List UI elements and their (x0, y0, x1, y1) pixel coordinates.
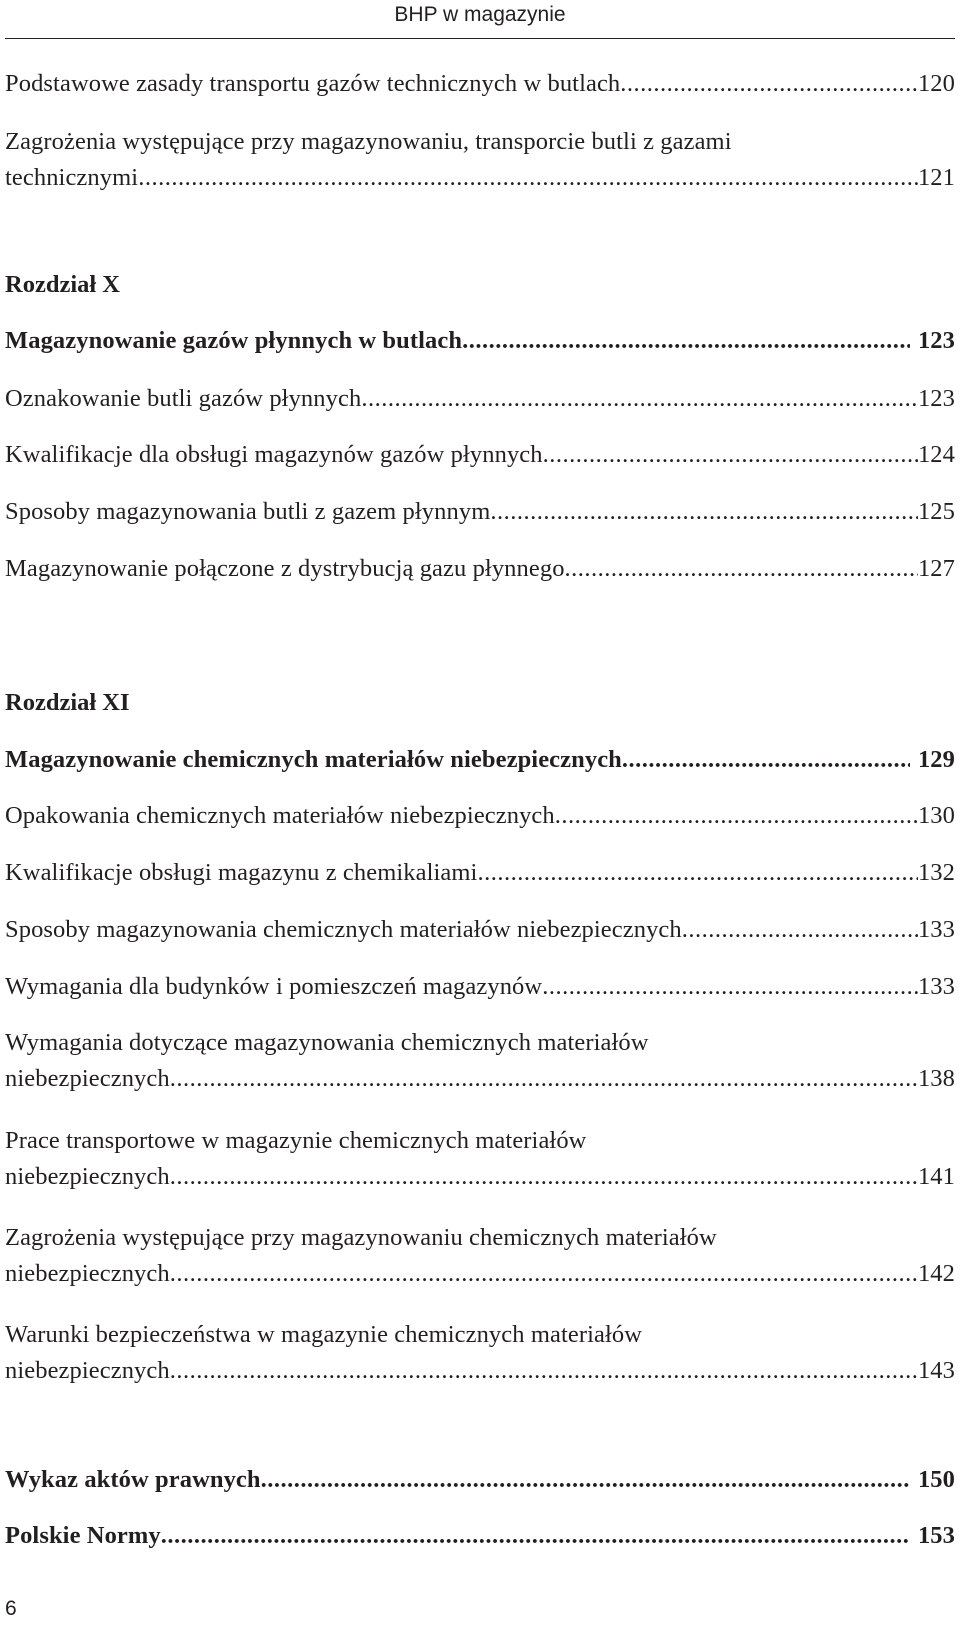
toc-entry[interactable] (5, 551, 955, 587)
dot-leader (620, 66, 918, 102)
dot-leader (555, 798, 918, 834)
dot-leader (477, 855, 917, 891)
toc-entry-title: Sposoby magazynowania chemicznych materiałów niebezpiecznych (5, 916, 682, 943)
toc-entry-title: Magazynowanie połączone z dystrybucją gazu płynnego (5, 555, 565, 582)
dot-leader (170, 1159, 918, 1195)
toc-entry-page: 120 (917, 70, 955, 97)
toc-entry[interactable] (5, 912, 955, 948)
toc-entry-title: Wykaz aktów prawnych (5, 1466, 261, 1493)
dot-leader (170, 1061, 918, 1097)
dot-leader (490, 494, 918, 530)
dot-leader (138, 160, 918, 196)
toc-entry-title-line1: Prace transportowe w magazynie chemicznych materiałów (5, 1127, 587, 1154)
dot-leader (261, 1462, 910, 1498)
toc-entry-page: 143 (917, 1357, 955, 1384)
toc-entry-title-line2: niebezpiecznych (5, 1260, 170, 1287)
toc-entry-title: Kwalifikacje obsługi magazynu z chemikaliami (5, 859, 478, 886)
toc-entry-title-line1: Wymagania dotyczące magazynowania chemicznych materiałów (5, 1029, 649, 1056)
page-number: 6 (5, 1597, 17, 1620)
toc-entry-page: 133 (917, 916, 955, 943)
running-header-title: BHP w magazynie (394, 3, 566, 26)
toc-entry-page: 121 (917, 164, 955, 191)
toc-entry[interactable] (5, 494, 955, 530)
dot-leader (361, 381, 918, 417)
toc-entry-page: 141 (917, 1163, 955, 1190)
toc-chapter-title-entry[interactable] (5, 742, 955, 778)
toc-entry-title-line2: niebezpiecznych (5, 1065, 170, 1092)
dot-leader (565, 551, 918, 587)
toc-entry[interactable] (5, 969, 955, 1005)
dot-leader (170, 1256, 918, 1292)
toc-entry-page: 142 (917, 1260, 955, 1287)
toc-entry-title: Magazynowanie chemicznych materiałów niebezpiecznych (5, 746, 622, 773)
toc-entry-page: 132 (917, 859, 955, 886)
toc-entry-title: Kwalifikacje dla obsługi magazynów gazów płynnych (5, 441, 543, 468)
toc-entry-title: Sposoby magazynowania butli z gazem płynnym (5, 498, 491, 525)
toc-entry-page: 150 (917, 1466, 955, 1493)
toc-entry-title-line2: niebezpiecznych (5, 1163, 170, 1190)
toc-entry-page: 138 (917, 1065, 955, 1092)
toc-entry-title: Polskie Normy (5, 1522, 161, 1549)
toc-entry-page: 129 (917, 746, 955, 773)
toc-entry-title: Oznakowanie butli gazów płynnych (5, 385, 362, 412)
dot-leader (170, 1353, 918, 1389)
toc-entry-title-line1: Zagrożenia występujące przy magazynowaniu, transporcie butli z gazami (5, 128, 732, 155)
dot-leader (622, 742, 910, 778)
toc-entry-page: 123 (917, 385, 955, 412)
toc-entry[interactable] (5, 1220, 955, 1292)
toc-entry-page: 130 (917, 802, 955, 829)
toc-entry-page: 124 (917, 441, 955, 468)
toc-entry[interactable] (5, 381, 955, 417)
toc-entry-page: 123 (917, 327, 955, 354)
chapter-heading: Rozdział XI (5, 689, 130, 716)
toc-entry[interactable] (5, 798, 955, 834)
toc-entry-title: Opakowania chemicznych materiałów niebezpiecznych (5, 802, 555, 829)
toc-entry[interactable] (5, 66, 955, 102)
dot-leader (682, 912, 918, 948)
toc-entry[interactable] (5, 437, 955, 473)
toc-entry[interactable] (5, 1123, 955, 1195)
toc-appendix-entry[interactable] (5, 1462, 955, 1498)
toc-entry-title-line2: niebezpiecznych (5, 1357, 170, 1384)
toc-entry[interactable] (5, 124, 955, 196)
toc-chapter-title-entry[interactable] (5, 323, 955, 359)
toc-entry-page: 133 (917, 973, 955, 1000)
toc-entry-title-line1: Zagrożenia występujące przy magazynowaniu chemicznych materiałów (5, 1224, 717, 1251)
toc-entry[interactable] (5, 1025, 955, 1097)
toc-entry-title-line1: Warunki bezpieczeństwa w magazynie chemicznych materiałów (5, 1321, 643, 1348)
toc-entry-page: 153 (917, 1522, 955, 1549)
toc-entry-title: Magazynowanie gazów płynnych w butlach (5, 327, 463, 354)
dot-leader (161, 1518, 910, 1554)
toc-entry-title: Wymagania dla budynków i pomieszczeń magazynów (5, 973, 543, 1000)
chapter-heading: Rozdział X (5, 271, 120, 298)
toc-entry[interactable] (5, 1317, 955, 1389)
toc-entry-page: 127 (917, 555, 955, 582)
running-header (5, 0, 955, 39)
toc-entry-page: 125 (917, 498, 955, 525)
toc-entry-title: Podstawowe zasady transportu gazów technicznych w butlach (5, 70, 621, 97)
toc-entry-title-line2: technicznymi (5, 164, 139, 191)
dot-leader (462, 323, 910, 359)
dot-leader (542, 969, 918, 1005)
toc-entry[interactable] (5, 855, 955, 891)
dot-leader (543, 437, 918, 473)
toc-appendix-entry[interactable] (5, 1518, 955, 1554)
